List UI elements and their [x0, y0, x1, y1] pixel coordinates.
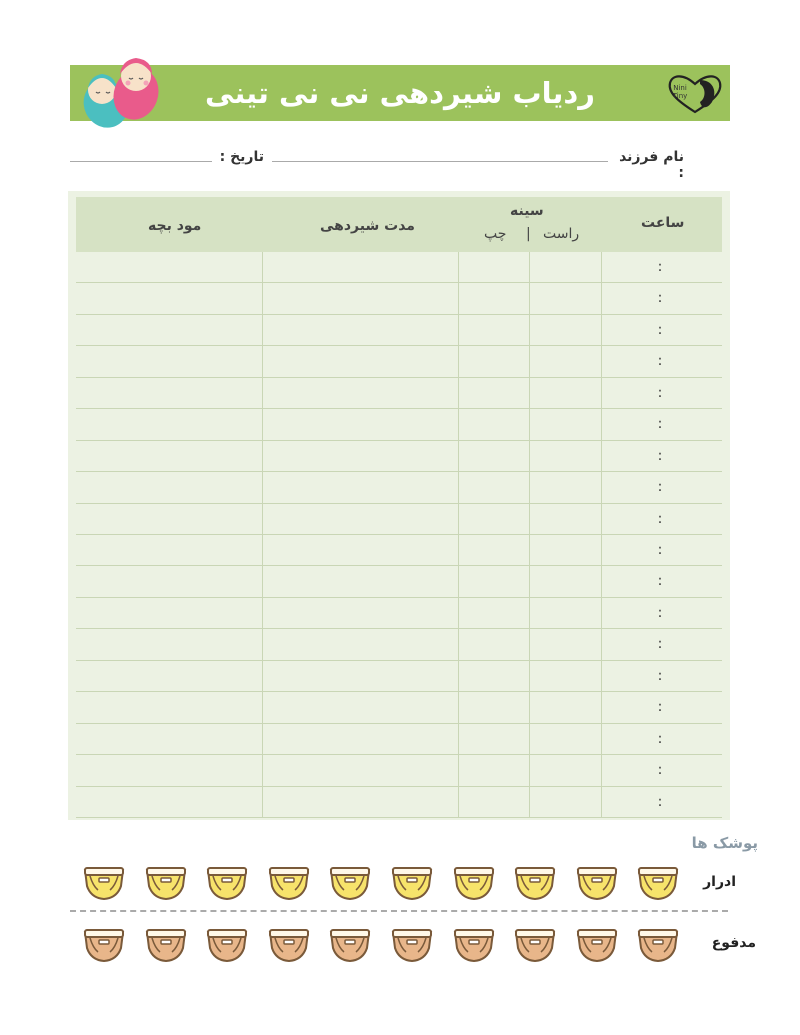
child-name-field[interactable] — [272, 161, 608, 162]
time-placeholder: : — [657, 730, 663, 747]
stool-diaper-icon[interactable] — [452, 926, 496, 964]
time-placeholder: : — [657, 699, 663, 716]
stool-diaper-icon[interactable] — [575, 926, 619, 964]
table-row[interactable] — [76, 252, 722, 283]
time-placeholder: : — [657, 259, 663, 275]
time-placeholder: : — [657, 793, 663, 810]
header-separator: | — [526, 226, 531, 242]
table-row[interactable] — [76, 283, 722, 314]
table-row[interactable] — [76, 535, 722, 566]
child-name-label: نام فرزند : — [619, 149, 684, 181]
table-row[interactable] — [76, 598, 722, 629]
table-row[interactable] — [76, 378, 722, 409]
table-row[interactable] — [76, 724, 722, 755]
stool-diaper-icon[interactable] — [267, 926, 311, 964]
diapers-title: پوشک ها — [691, 834, 758, 852]
dashed-separator — [70, 910, 728, 912]
header-breast: سینه — [510, 203, 544, 219]
urine-diaper-icon[interactable] — [267, 864, 311, 902]
time-placeholder: : — [657, 510, 663, 527]
table-row[interactable] — [76, 661, 722, 692]
table-body — [76, 252, 722, 818]
table-row[interactable] — [76, 504, 722, 535]
time-placeholder: : — [657, 542, 663, 558]
stool-diaper-icon[interactable] — [636, 926, 680, 964]
table-row[interactable] — [76, 629, 722, 660]
stool-diaper-icon[interactable] — [390, 926, 434, 964]
urine-diaper-icon[interactable] — [328, 864, 372, 902]
time-placeholder: : — [657, 416, 663, 433]
date-field[interactable] — [70, 161, 212, 162]
header-left: چپ — [484, 226, 507, 242]
time-placeholder: : — [657, 384, 663, 401]
urine-diaper-icon[interactable] — [144, 864, 188, 902]
stool-diaper-icon[interactable] — [513, 926, 557, 964]
time-placeholder: : — [657, 321, 663, 338]
header-duration: مدت شیردهی — [320, 218, 415, 234]
table-row[interactable] — [76, 315, 722, 346]
time-placeholder: : — [657, 762, 663, 779]
header-mood: مود بچه — [148, 218, 202, 234]
swaddled-babies-icon — [76, 48, 168, 132]
page-title: ردیاب شیردهی نی نی تینی — [205, 76, 595, 110]
table-row[interactable] — [76, 787, 722, 818]
time-placeholder: : — [657, 667, 663, 684]
stool-diaper-icon[interactable] — [205, 926, 249, 964]
table-row[interactable] — [76, 346, 722, 377]
table-row[interactable] — [76, 755, 722, 786]
urine-diaper-icon[interactable] — [82, 864, 126, 902]
table-row[interactable] — [76, 409, 722, 440]
time-placeholder: : — [657, 479, 663, 496]
date-label: تاریخ : — [219, 149, 264, 165]
urine-diaper-icon[interactable] — [205, 864, 249, 902]
stool-diaper-icon[interactable] — [144, 926, 188, 964]
stool-label: مدفوع — [711, 935, 756, 951]
column-divider — [529, 252, 530, 818]
urine-diaper-icon[interactable] — [513, 864, 557, 902]
time-placeholder: : — [657, 447, 663, 464]
urine-diaper-icon[interactable] — [390, 864, 434, 902]
stool-diaper-icon[interactable] — [328, 926, 372, 964]
column-divider — [601, 252, 602, 818]
header-time: ساعت — [641, 215, 685, 231]
urine-label: ادرار — [703, 874, 736, 890]
header-right: راست — [543, 226, 580, 242]
time-placeholder: : — [657, 636, 663, 653]
urine-diaper-icon[interactable] — [452, 864, 496, 902]
table-row[interactable] — [76, 472, 722, 503]
urine-diaper-icon[interactable] — [575, 864, 619, 902]
table-row[interactable] — [76, 692, 722, 723]
urine-diaper-icon[interactable] — [636, 864, 680, 902]
logo-text: Nini Tiny — [672, 84, 688, 100]
table-row[interactable] — [76, 566, 722, 597]
time-placeholder: : — [657, 573, 663, 590]
stool-diaper-icon[interactable] — [82, 926, 126, 964]
table-row[interactable] — [76, 441, 722, 472]
column-divider — [262, 252, 263, 818]
time-placeholder: : — [657, 290, 663, 307]
time-placeholder: : — [657, 353, 663, 370]
column-divider — [458, 252, 459, 818]
time-placeholder: : — [657, 604, 663, 621]
